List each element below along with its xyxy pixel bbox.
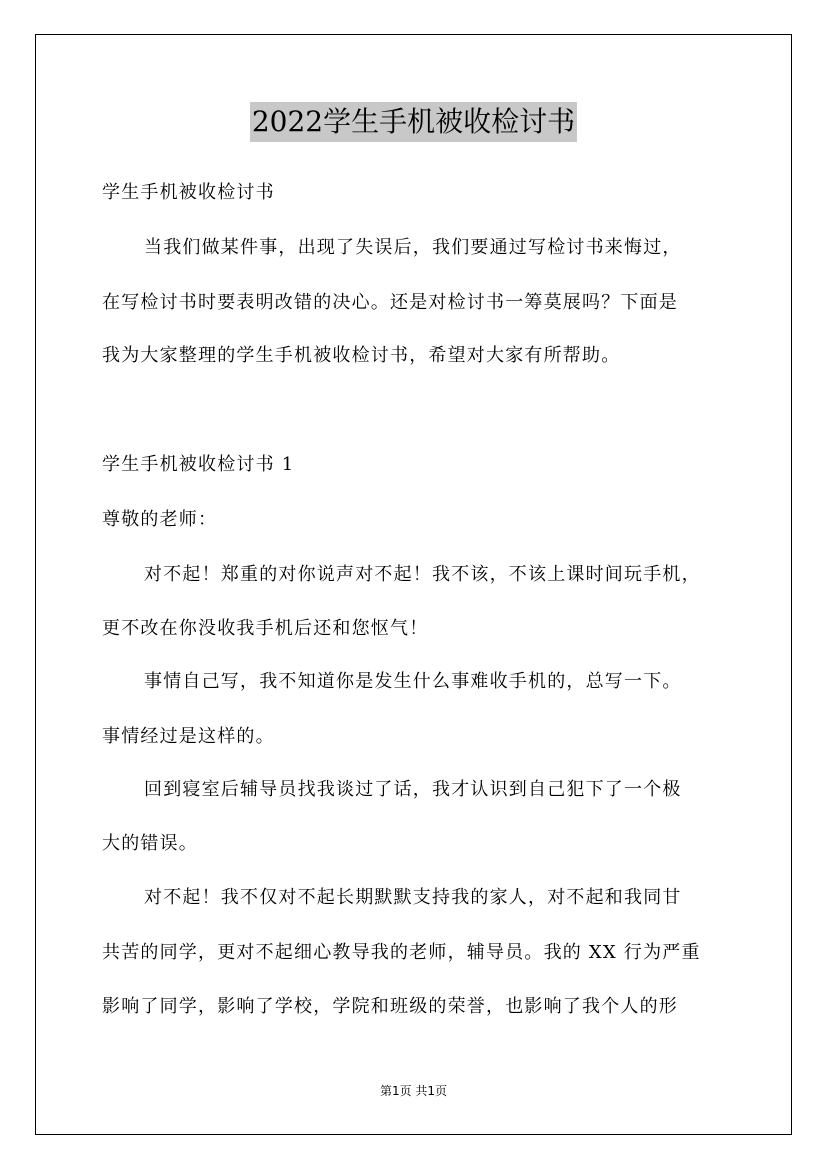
section-heading: 学生手机被收检讨书 1	[102, 454, 295, 475]
paragraph-line: 在写检讨书时要表明改错的决心。还是对检讨书一筹莫展吗？下面是	[102, 292, 678, 313]
paragraph-line: 事情自己写，我不知道你是发生什么事难收手机的，总写一下。	[144, 671, 682, 692]
paragraph-line: 对不起！我不仅对不起长期默默支持我的家人，对不起和我同甘	[144, 887, 682, 908]
page-number-footer: 第1页 共1页	[379, 1084, 448, 1098]
paragraph-line: 共苦的同学，更对不起细心教导我的老师，辅导员。我的 XX 行为严重	[102, 942, 701, 963]
paragraph-line: 大的错误。	[102, 833, 198, 854]
paragraph-line: 对不起！郑重的对你说声对不起！我不该，不该上课时间玩手机，	[144, 564, 701, 585]
paragraph-line: 回到寝室后辅导员找我谈过了话，我才认识到自己犯下了一个极	[144, 779, 682, 800]
title-container	[0, 102, 827, 142]
paragraph-line: 影响了同学，影响了学校，学院和班级的荣誉，也影响了我个人的形	[102, 996, 678, 1017]
paragraph-line: 事情经过是这样的。	[102, 726, 275, 747]
paragraph-line: 我为大家整理的学生手机被收检讨书，希望对大家有所帮助。	[102, 345, 621, 366]
section-heading: 学生手机被收检讨书	[102, 182, 275, 203]
paragraph-line: 更不改在你没收我手机后还和您怄气！	[102, 618, 429, 639]
paragraph-line: 当我们做某件事，出现了失误后，我们要通过写检讨书来悔过，	[144, 237, 682, 258]
salutation: 尊敬的老师：	[102, 509, 218, 530]
document-title: 2022学生手机被收检讨书	[250, 102, 577, 142]
